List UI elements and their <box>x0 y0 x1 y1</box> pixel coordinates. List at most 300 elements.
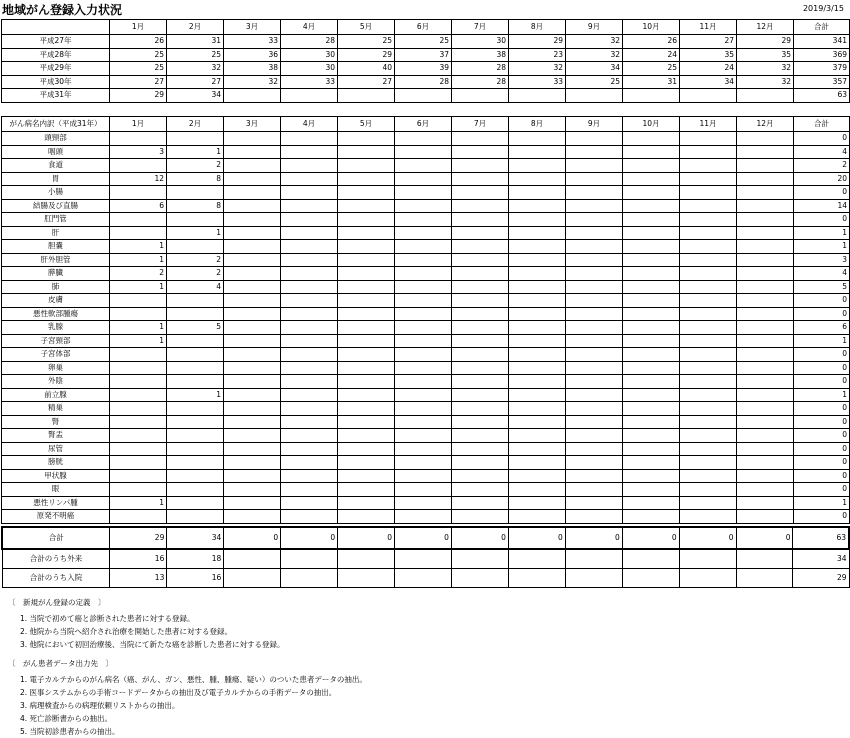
row-label: 精巣 <box>2 402 110 416</box>
month-header: 5月 <box>338 117 395 132</box>
value-cell <box>281 348 338 362</box>
value-cell <box>452 294 509 308</box>
report-date: 2019/3/15 <box>802 4 844 13</box>
value-cell <box>509 132 566 146</box>
total-cell: 4 <box>794 267 850 281</box>
value-cell <box>452 280 509 294</box>
value-cell: 0 <box>622 527 679 549</box>
table-row <box>2 75 850 89</box>
total-cell: 0 <box>794 429 850 443</box>
value-cell <box>452 496 509 510</box>
value-cell: 0 <box>565 527 622 549</box>
value-cell: 13 <box>110 569 167 588</box>
table-row <box>2 159 850 173</box>
value-cell <box>338 307 395 321</box>
row-label: 胃 <box>2 172 110 186</box>
value-cell: 31 <box>167 35 224 49</box>
value-cell <box>338 361 395 375</box>
value-cell <box>736 549 793 569</box>
value-cell <box>452 89 509 103</box>
value-cell <box>680 334 737 348</box>
table-row <box>2 294 850 308</box>
value-cell <box>281 199 338 213</box>
total-cell: 2 <box>794 159 850 173</box>
month-header: 1月 <box>110 20 167 35</box>
value-cell <box>395 388 452 402</box>
value-cell <box>737 456 794 470</box>
value-cell <box>452 469 509 483</box>
value-cell <box>623 253 680 267</box>
table-row <box>2 267 850 281</box>
column-header: がん病名内訳（平成31年） <box>2 117 110 132</box>
value-cell <box>737 348 794 362</box>
value-cell <box>508 549 565 569</box>
value-cell: 32 <box>737 75 794 89</box>
row-label: 肝 <box>2 226 110 240</box>
table-row <box>2 388 850 402</box>
value-cell: 28 <box>452 75 509 89</box>
header-row <box>2 117 850 132</box>
value-cell <box>509 240 566 254</box>
row-label: 卵巣 <box>2 361 110 375</box>
value-cell <box>566 334 623 348</box>
month-header: 7月 <box>452 117 509 132</box>
value-cell: 3 <box>110 145 167 159</box>
value-cell <box>395 267 452 281</box>
value-cell <box>509 253 566 267</box>
value-cell <box>623 456 680 470</box>
row-label: 平成29年 <box>2 62 110 76</box>
value-cell: 27 <box>110 75 167 89</box>
value-cell <box>680 267 737 281</box>
value-cell: 6 <box>110 199 167 213</box>
value-cell <box>281 226 338 240</box>
value-cell <box>224 483 281 497</box>
value-cell <box>452 348 509 362</box>
table-row <box>2 280 850 294</box>
row-label: 眼 <box>2 483 110 497</box>
value-cell <box>224 267 281 281</box>
value-cell <box>737 483 794 497</box>
value-cell <box>566 186 623 200</box>
value-cell <box>623 429 680 443</box>
value-cell: 16 <box>110 549 167 569</box>
month-header: 10月 <box>623 117 680 132</box>
value-cell <box>110 483 167 497</box>
row-label: 尿管 <box>2 442 110 456</box>
value-cell <box>395 496 452 510</box>
total-cell: 0 <box>794 294 850 308</box>
value-cell <box>680 469 737 483</box>
row-label: 悪性リンパ腫 <box>2 496 110 510</box>
total-cell: 63 <box>794 89 850 103</box>
value-cell: 35 <box>737 48 794 62</box>
value-cell <box>623 186 680 200</box>
value-cell <box>395 253 452 267</box>
value-cell <box>451 569 508 588</box>
value-cell: 34 <box>680 75 737 89</box>
value-cell: 0 <box>451 527 508 549</box>
total-cell: 0 <box>794 213 850 227</box>
value-cell <box>395 442 452 456</box>
value-cell <box>452 442 509 456</box>
total-cell: 0 <box>794 510 850 524</box>
value-cell <box>395 429 452 443</box>
month-header: 5月 <box>338 20 395 35</box>
row-label: 頭頸部 <box>2 132 110 146</box>
value-cell <box>338 89 395 103</box>
value-cell: 0 <box>508 527 565 549</box>
value-cell <box>623 172 680 186</box>
value-cell: 0 <box>679 527 736 549</box>
value-cell <box>281 253 338 267</box>
value-cell <box>281 569 338 588</box>
total-cell: 4 <box>794 145 850 159</box>
value-cell: 1 <box>110 321 167 335</box>
value-cell <box>395 402 452 416</box>
value-cell <box>623 240 680 254</box>
table-row <box>2 510 850 524</box>
value-cell <box>737 402 794 416</box>
value-cell <box>395 456 452 470</box>
value-cell <box>623 442 680 456</box>
value-cell <box>281 321 338 335</box>
row-label: 腎盂 <box>2 429 110 443</box>
value-cell: 29 <box>737 35 794 49</box>
sources-item: 5. 当院初診患者からの抽出。 <box>20 727 120 736</box>
value-cell <box>623 348 680 362</box>
definition-item: 2. 他院から当院へ紹介され治療を開始した患者に対する登録。 <box>20 627 233 636</box>
value-cell: 0 <box>281 527 338 549</box>
value-cell <box>224 172 281 186</box>
month-header: 4月 <box>281 117 338 132</box>
value-cell <box>395 213 452 227</box>
value-cell: 32 <box>566 35 623 49</box>
value-cell <box>167 375 224 389</box>
value-cell <box>737 307 794 321</box>
row-label: 膀胱 <box>2 456 110 470</box>
value-cell <box>395 483 452 497</box>
value-cell <box>737 375 794 389</box>
value-cell <box>167 213 224 227</box>
value-cell <box>509 510 566 524</box>
row-label: 平成27年 <box>2 35 110 49</box>
column-header <box>2 20 110 35</box>
total-cell: 0 <box>794 132 850 146</box>
value-cell <box>224 415 281 429</box>
value-cell <box>508 569 565 588</box>
definition-notes <box>8 596 285 651</box>
table-row <box>2 132 850 146</box>
value-cell <box>623 469 680 483</box>
value-cell <box>566 469 623 483</box>
value-cell <box>566 159 623 173</box>
table-row <box>2 469 850 483</box>
value-cell: 35 <box>680 48 737 62</box>
value-cell <box>680 496 737 510</box>
value-cell <box>680 226 737 240</box>
value-cell <box>623 159 680 173</box>
value-cell <box>338 402 395 416</box>
sources-item: 3. 病理検査からの病理依頼リストからの抽出。 <box>20 701 180 710</box>
value-cell <box>395 569 452 588</box>
value-cell <box>281 145 338 159</box>
value-cell <box>395 469 452 483</box>
value-cell <box>451 549 508 569</box>
month-header: 9月 <box>566 20 623 35</box>
value-cell <box>737 294 794 308</box>
value-cell <box>224 402 281 416</box>
value-cell <box>679 569 736 588</box>
value-cell: 18 <box>167 549 224 569</box>
value-cell <box>338 280 395 294</box>
value-cell <box>509 361 566 375</box>
value-cell <box>566 213 623 227</box>
value-cell <box>680 172 737 186</box>
value-cell <box>224 375 281 389</box>
value-cell: 38 <box>452 48 509 62</box>
value-cell <box>395 89 452 103</box>
value-cell <box>224 199 281 213</box>
value-cell <box>737 415 794 429</box>
value-cell <box>395 334 452 348</box>
value-cell <box>167 510 224 524</box>
value-cell <box>281 159 338 173</box>
value-cell: 2 <box>110 267 167 281</box>
value-cell <box>452 510 509 524</box>
value-cell <box>110 415 167 429</box>
value-cell <box>452 172 509 186</box>
value-cell: 33 <box>224 35 281 49</box>
value-cell <box>680 483 737 497</box>
value-cell <box>680 89 737 103</box>
value-cell: 8 <box>167 199 224 213</box>
row-label: 肝外胆管 <box>2 253 110 267</box>
value-cell <box>509 294 566 308</box>
value-cell <box>509 199 566 213</box>
value-cell <box>167 496 224 510</box>
value-cell <box>110 469 167 483</box>
value-cell <box>110 456 167 470</box>
value-cell: 29 <box>110 89 167 103</box>
value-cell <box>224 226 281 240</box>
value-cell <box>110 348 167 362</box>
value-cell <box>281 334 338 348</box>
value-cell <box>167 483 224 497</box>
value-cell <box>110 388 167 402</box>
value-cell: 1 <box>110 496 167 510</box>
value-cell: 25 <box>338 35 395 49</box>
value-cell <box>509 307 566 321</box>
value-cell: 33 <box>509 75 566 89</box>
value-cell <box>224 240 281 254</box>
table-row <box>2 415 850 429</box>
value-cell <box>623 496 680 510</box>
total-cell: 0 <box>794 186 850 200</box>
month-header: 9月 <box>566 117 623 132</box>
value-cell <box>680 159 737 173</box>
value-cell <box>680 213 737 227</box>
value-cell <box>281 429 338 443</box>
value-cell: 1 <box>110 253 167 267</box>
value-cell <box>509 469 566 483</box>
table-row <box>2 483 850 497</box>
value-cell <box>623 280 680 294</box>
value-cell <box>281 267 338 281</box>
value-cell <box>224 186 281 200</box>
value-cell: 39 <box>395 62 452 76</box>
value-cell <box>737 226 794 240</box>
value-cell <box>566 348 623 362</box>
month-header: 3月 <box>224 117 281 132</box>
total-cell: 0 <box>794 442 850 456</box>
value-cell <box>110 132 167 146</box>
row-label: 乳腺 <box>2 321 110 335</box>
value-cell <box>395 415 452 429</box>
row-label: 平成31年 <box>2 89 110 103</box>
table-row <box>2 213 850 227</box>
value-cell <box>452 226 509 240</box>
value-cell: 24 <box>623 48 680 62</box>
value-cell <box>623 307 680 321</box>
value-cell: 12 <box>110 172 167 186</box>
value-cell <box>281 402 338 416</box>
value-cell <box>737 89 794 103</box>
total-cell: 0 <box>794 483 850 497</box>
value-cell <box>110 213 167 227</box>
value-cell <box>338 172 395 186</box>
value-cell: 1 <box>110 280 167 294</box>
value-cell: 40 <box>338 62 395 76</box>
value-cell <box>452 334 509 348</box>
value-cell: 27 <box>167 75 224 89</box>
value-cell <box>281 294 338 308</box>
total-cell: 0 <box>794 402 850 416</box>
row-label: 甲状腺 <box>2 469 110 483</box>
value-cell <box>509 226 566 240</box>
value-cell <box>224 307 281 321</box>
row-label: 小腸 <box>2 186 110 200</box>
value-cell <box>224 294 281 308</box>
value-cell <box>509 483 566 497</box>
value-cell: 8 <box>167 172 224 186</box>
month-header: 2月 <box>167 20 224 35</box>
value-cell: 2 <box>167 159 224 173</box>
value-cell <box>737 334 794 348</box>
value-cell <box>623 375 680 389</box>
value-cell <box>680 510 737 524</box>
value-cell <box>224 429 281 443</box>
table-row <box>2 321 850 335</box>
month-header: 11月 <box>680 117 737 132</box>
value-cell <box>281 132 338 146</box>
value-cell: 27 <box>680 35 737 49</box>
value-cell: 32 <box>566 48 623 62</box>
value-cell <box>566 132 623 146</box>
month-header: 1月 <box>110 117 167 132</box>
value-cell <box>566 307 623 321</box>
total-cell: 0 <box>794 361 850 375</box>
table-row <box>2 226 850 240</box>
value-cell <box>224 132 281 146</box>
value-cell <box>224 213 281 227</box>
value-cell <box>509 280 566 294</box>
row-label: 咽頭 <box>2 145 110 159</box>
row-label: 食道 <box>2 159 110 173</box>
value-cell <box>509 348 566 362</box>
value-cell <box>167 442 224 456</box>
total-cell: 1 <box>794 388 850 402</box>
value-cell <box>623 267 680 281</box>
value-cell <box>224 569 281 588</box>
row-label: 合計 <box>2 527 110 549</box>
value-cell <box>167 240 224 254</box>
value-cell <box>395 294 452 308</box>
value-cell <box>509 89 566 103</box>
total-cell: 1 <box>794 334 850 348</box>
table-row <box>2 496 850 510</box>
value-cell <box>281 186 338 200</box>
value-cell <box>509 415 566 429</box>
value-cell <box>680 348 737 362</box>
value-cell <box>167 132 224 146</box>
value-cell <box>566 361 623 375</box>
value-cell <box>680 294 737 308</box>
value-cell: 33 <box>281 75 338 89</box>
value-cell <box>167 361 224 375</box>
total-cell: 341 <box>794 35 850 49</box>
value-cell <box>737 469 794 483</box>
table-row <box>2 253 850 267</box>
value-cell <box>737 240 794 254</box>
value-cell <box>338 442 395 456</box>
value-cell <box>281 280 338 294</box>
row-label: 腎 <box>2 415 110 429</box>
value-cell: 0 <box>224 527 281 549</box>
value-cell: 29 <box>338 48 395 62</box>
value-cell <box>509 145 566 159</box>
value-cell: 31 <box>623 75 680 89</box>
value-cell <box>509 321 566 335</box>
value-cell <box>281 240 338 254</box>
value-cell <box>338 456 395 470</box>
total-cell: 6 <box>794 321 850 335</box>
value-cell: 1 <box>110 334 167 348</box>
value-cell <box>395 132 452 146</box>
value-cell <box>509 159 566 173</box>
value-cell <box>110 510 167 524</box>
value-cell <box>395 361 452 375</box>
table-row <box>2 62 850 76</box>
value-cell <box>281 456 338 470</box>
value-cell: 34 <box>566 62 623 76</box>
value-cell <box>737 496 794 510</box>
value-cell <box>110 307 167 321</box>
value-cell <box>737 253 794 267</box>
value-cell <box>623 89 680 103</box>
row-label: 子宮頸部 <box>2 334 110 348</box>
value-cell <box>224 496 281 510</box>
value-cell <box>395 240 452 254</box>
value-cell <box>338 429 395 443</box>
value-cell <box>338 496 395 510</box>
value-cell <box>566 89 623 103</box>
value-cell <box>167 456 224 470</box>
value-cell <box>224 348 281 362</box>
value-cell <box>338 294 395 308</box>
value-cell <box>737 199 794 213</box>
value-cell <box>623 361 680 375</box>
